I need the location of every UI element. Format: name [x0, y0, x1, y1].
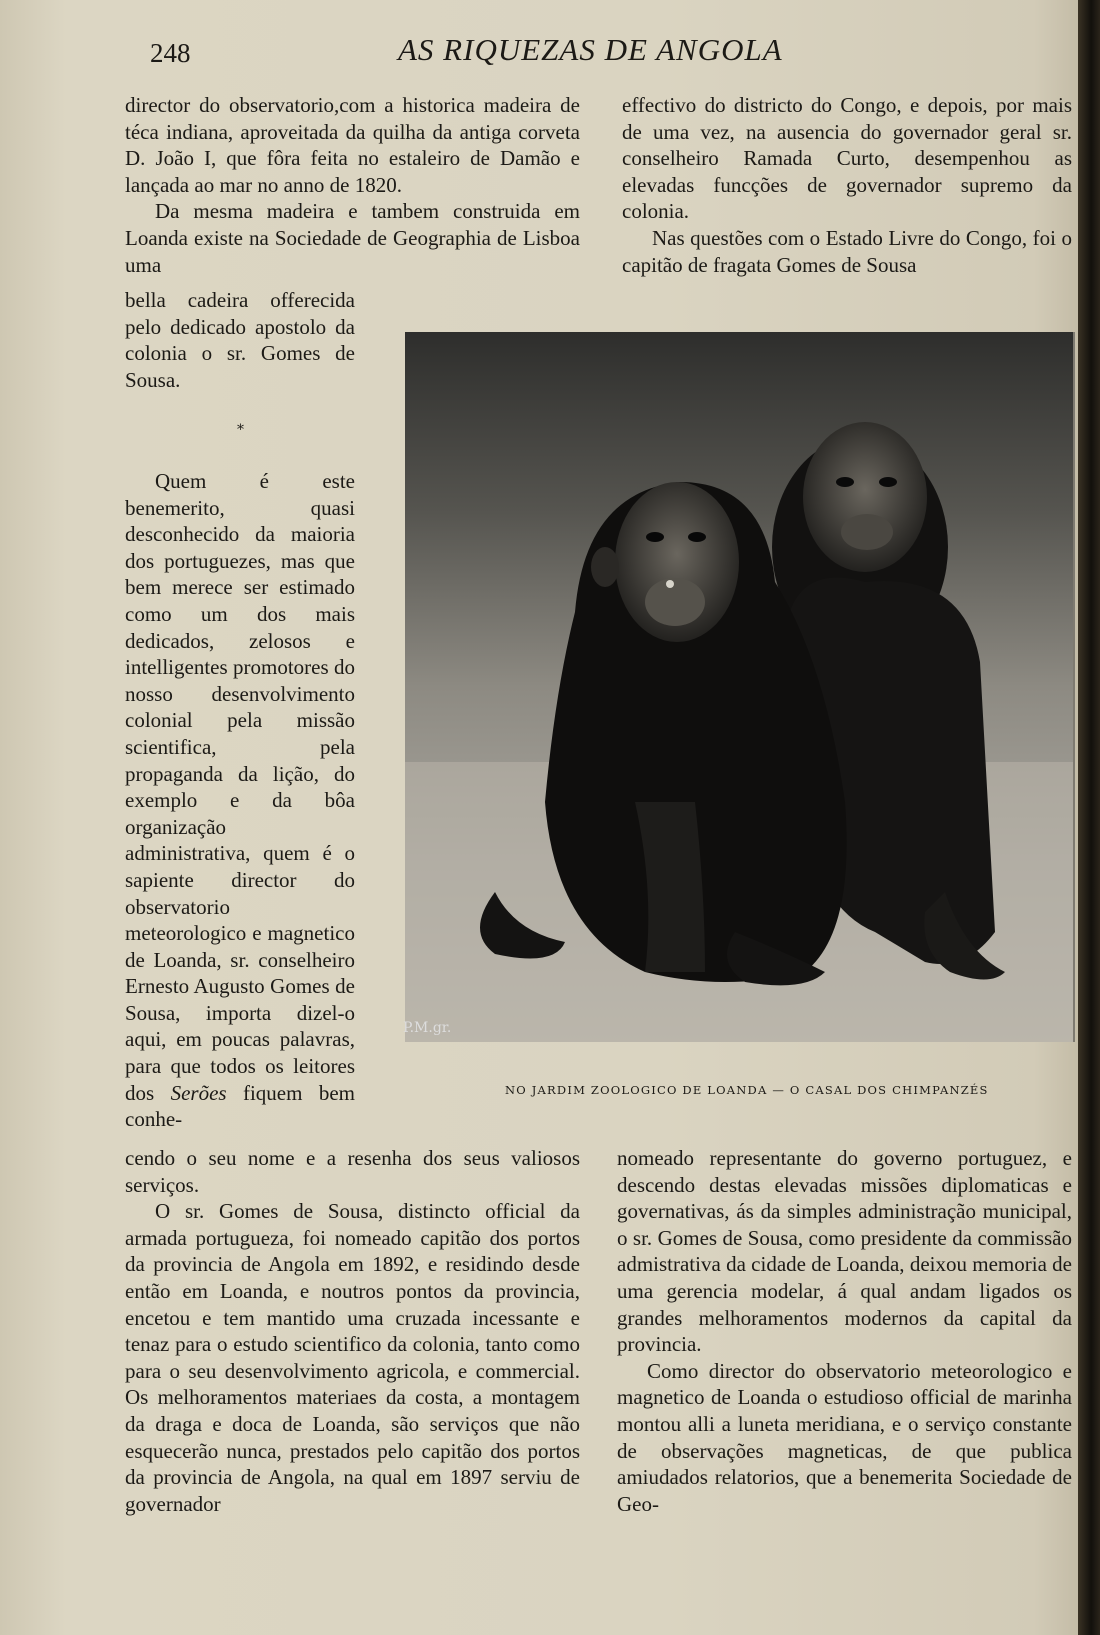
text-run: fiquem bem conhe- [125, 1080, 355, 1132]
right-column-top [622, 92, 1072, 278]
paragraph [125, 468, 355, 1133]
book-spine [1078, 0, 1100, 1635]
paragraph: cendo o seu nome e a resenha dos seus valiosos serviços. [125, 1146, 580, 1197]
left-column-narrow-2 [125, 468, 355, 1133]
photo-illustration [405, 332, 1073, 1042]
photo-caption: NO JARDIM ZOOLOGICO DE LOANDA — O CASAL DOS CHIMPANZÉS [505, 1083, 989, 1097]
page-number: 248 [150, 38, 191, 68]
paragraph: effectivo do districto do Congo, e depois, por mais de uma vez, na ausencia do governador geral sr. conselheiro Ramada Curto, desempenhou as elevadas funcções de governador supremo da colonia. [622, 93, 1072, 224]
engraver-signature: P.M.gr. [403, 1020, 452, 1036]
left-column-top [125, 92, 580, 278]
paragraph: bella cadeira offerecida pelo dedicado apostolo da colonia o sr. Gomes de Sousa. [125, 288, 355, 392]
journal-name: Serões [170, 1080, 227, 1105]
chimpanzee-photo [405, 332, 1075, 1042]
right-column-bottom [617, 1145, 1072, 1517]
paragraph: Nas questões com o Estado Livre do Congo, foi o capitão de fragata Gomes de Sousa [622, 225, 1072, 277]
left-column-narrow [125, 287, 355, 393]
paragraph: O sr. Gomes de Sousa, distincto official da armada portugueza, foi nomeado capitão dos portos da provincia de Angola em 1892, e residindo desde então em Loanda, e noutros pontos da provincia, encetou e tem mantido uma cruzada incessante e tenaz para o estudo scientifico da colonia, tanto como para o seu desenvolvimento agricola, e commercial. Os melhoramentos materiaes da costa, a montagem da draga e doca de Loanda, são serviços que não esquecerão nunca, prestados pelo capitão dos portos da provincia de Angola, na qual em 1897 serviu de governador [125, 1199, 580, 1516]
paragraph: Da mesma madeira e tambem construida em Loanda existe na Sociedade de Geographia de Lisboa uma [125, 199, 580, 277]
running-title: AS RIQUEZAS DE ANGOLA [398, 32, 783, 67]
section-separator: * [237, 422, 244, 438]
left-column-bottom [125, 1145, 580, 1517]
text-run: Quem é este benemerito, quasi desconhecido da maioria dos portuguezes, mas que bem merece ser estimado como um dos mais dedicados, zelosos e intelligentes promotores do nosso desenvolvimento colonial pela missão scientifica, pela propaganda da lição, do exemplo e da bôa organização administrativa, quem é o sapiente director do observatorio meteorologico e magnetico de Loanda, sr. conselheiro Ernesto Augusto Gomes de Sousa, importa dizel-o aqui, em poucas palavras, para que todos os leitores dos [125, 469, 355, 1105]
paragraph: Como director do observatorio meteorologico e magnetico de Loanda o estudioso official de marinha montou alli a luneta meridiana, e o serviço constante de observações magneticas, de que publica amiudados relatorios, que a benemerita Sociedade de Geo- [617, 1358, 1072, 1516]
paragraph: director do observatorio,com a historica madeira de téca indiana, aproveitada da quilha da antiga corveta D. João I, que fôra feita no estaleiro de Damão e lançada ao mar no anno de 1820. [125, 93, 580, 197]
paragraph: nomeado representante do governo portuguez, e descendo destas elevadas missões diplomaticas e governativas, ás da simples administração municipal, o sr. Gomes de Sousa, como presidente da commissão admistrativa da cidade de Loanda, deixou memoria de uma gerencia modelar, á qual andam ligados os grandes melhoramentos modernos da capital da provincia. [617, 1146, 1072, 1357]
